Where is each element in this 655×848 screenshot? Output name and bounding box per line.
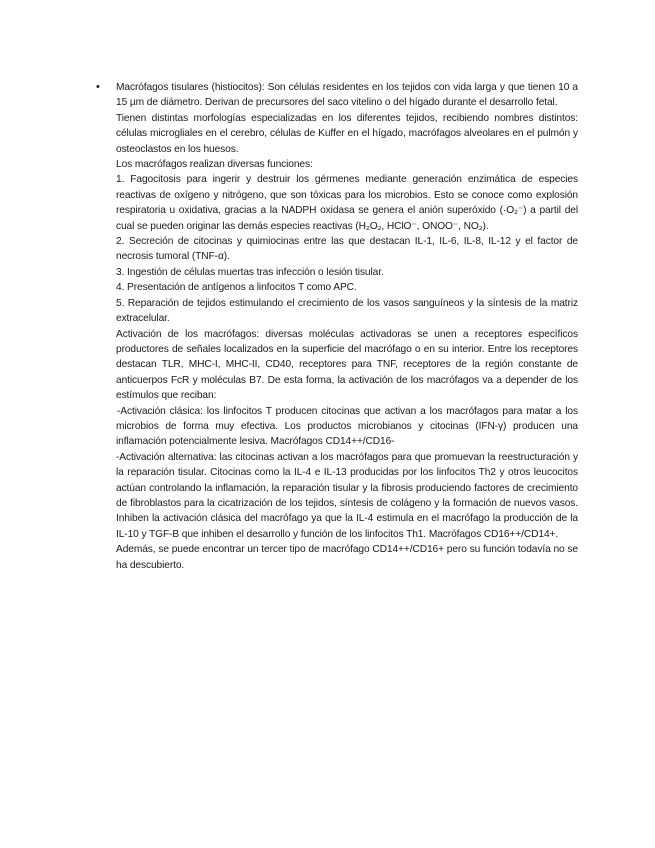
paragraph-activacion-clasica: -Activación clásica: los linfocitos T producen citocinas que activan a los macrófagos para matar a los microbios de forma muy efectiva. Los productos microbianos y citocinas (IFN-γ) producen una inflamación potencialmente lesiva. Macrófagos CD14++/CD16- bbox=[116, 405, 578, 448]
paragraph-activacion-alternativa: -Activación alternativa: las citocinas activan a los macrófagos para que promuevan la reestructuración y la reparación tisular. Citocinas como la IL-4 e IL-13 producidas por los linfocitos Th2 y otros leucocitos actúan controlando la inflamación, la reparación tisular y la fibrosis produciendo factores de crecimiento de fibroblastos para la cicatrización de los tejidos, síntesis de colágeno y la formación de nuevos vasos. Inhiben la activación clásica del macrófago ya que la IL-4 estimula en el macrófago la producción de la IL-10 y TGF-B que inhiben el desarrollo y función de los linfocitos Th1. Macrófagos CD16++/CD14+. bbox=[116, 451, 578, 540]
document-body bbox=[116, 80, 578, 573]
paragraph-funciones-intro: Los macrófagos realizan diversas funciones: bbox=[116, 159, 313, 171]
paragraph-morfologias: Tienen distintas morfologías especializadas en los diferentes tejidos, recibiendo nombres distintos: células microgliales en el cerebro, células de Kuffer en el hígado, macrófagos alveolares en el pulmón y osteoclastos en los huesos. bbox=[116, 112, 578, 155]
paragraph-tercer-tipo: Además, se puede encontrar un tercer tipo de macrófago CD14++/CD16+ pero su función todavía no se ha descubierto. bbox=[116, 544, 578, 571]
paragraph-funcion-reparacion: 5. Reparación de tejidos estimulando el crecimiento de los vasos sanguíneos y la síntesis de la matriz extracelular. bbox=[116, 297, 578, 325]
paragraph-funcion-presentacion: 4. Presentación de antígenos a linfocitos T como APC. bbox=[116, 282, 357, 294]
paragraph-funcion-ingestion: 3. Ingestión de células muertas tras infección o lesión tisular. bbox=[116, 266, 384, 278]
paragraph-activacion: Activación de los macrófagos: diversas moléculas activadoras se unen a receptores específicos productores de señales localizados en la superficie del macrófago o en su interior. Entre los receptores destacan TLR, MHC-I, MHC-II, CD40, receptores para TNF, receptores de la región constante de anticuerpos FcR y moléculas B7. De esta forma, la activación de los macrófagos va a depender de los estímulos que reciban: bbox=[116, 328, 578, 402]
paragraph-funcion-secrecion: 2. Secreción de citocinas y quimiocinas entre las que destacan IL-1, IL-6, IL-8, IL-12 y el factor de necrosis tumoral (TNF-α). bbox=[116, 236, 578, 263]
paragraph-funcion-fagocitosis: 1. Fagocitosis para ingerir y destruir los gérmenes mediante generación enzimática de especies reactivas de oxígeno y nitrógeno, que son tóxicas para los microbios. Esto se conoce como explosión respiratoria u oxidativa, gracias a la NADPH oxidasa se genera el anión superóxido (·O₂⁻) a partil del cual se pueden originar las demás especies reactivas (H₂O₂, HClO⁻, ONOO⁻, NO₂). bbox=[116, 174, 578, 232]
paragraph-macrofagos-tisulares: Macrófagos tisulares (histiocitos): Son células residentes en los tejidos con vida larga y que tienen 10 a 15 µm de diámetro. Derivan de precursores del saco vitelino o del hígado durante el desarrollo fetal. bbox=[116, 82, 578, 109]
bullet-icon: • bbox=[96, 81, 100, 93]
